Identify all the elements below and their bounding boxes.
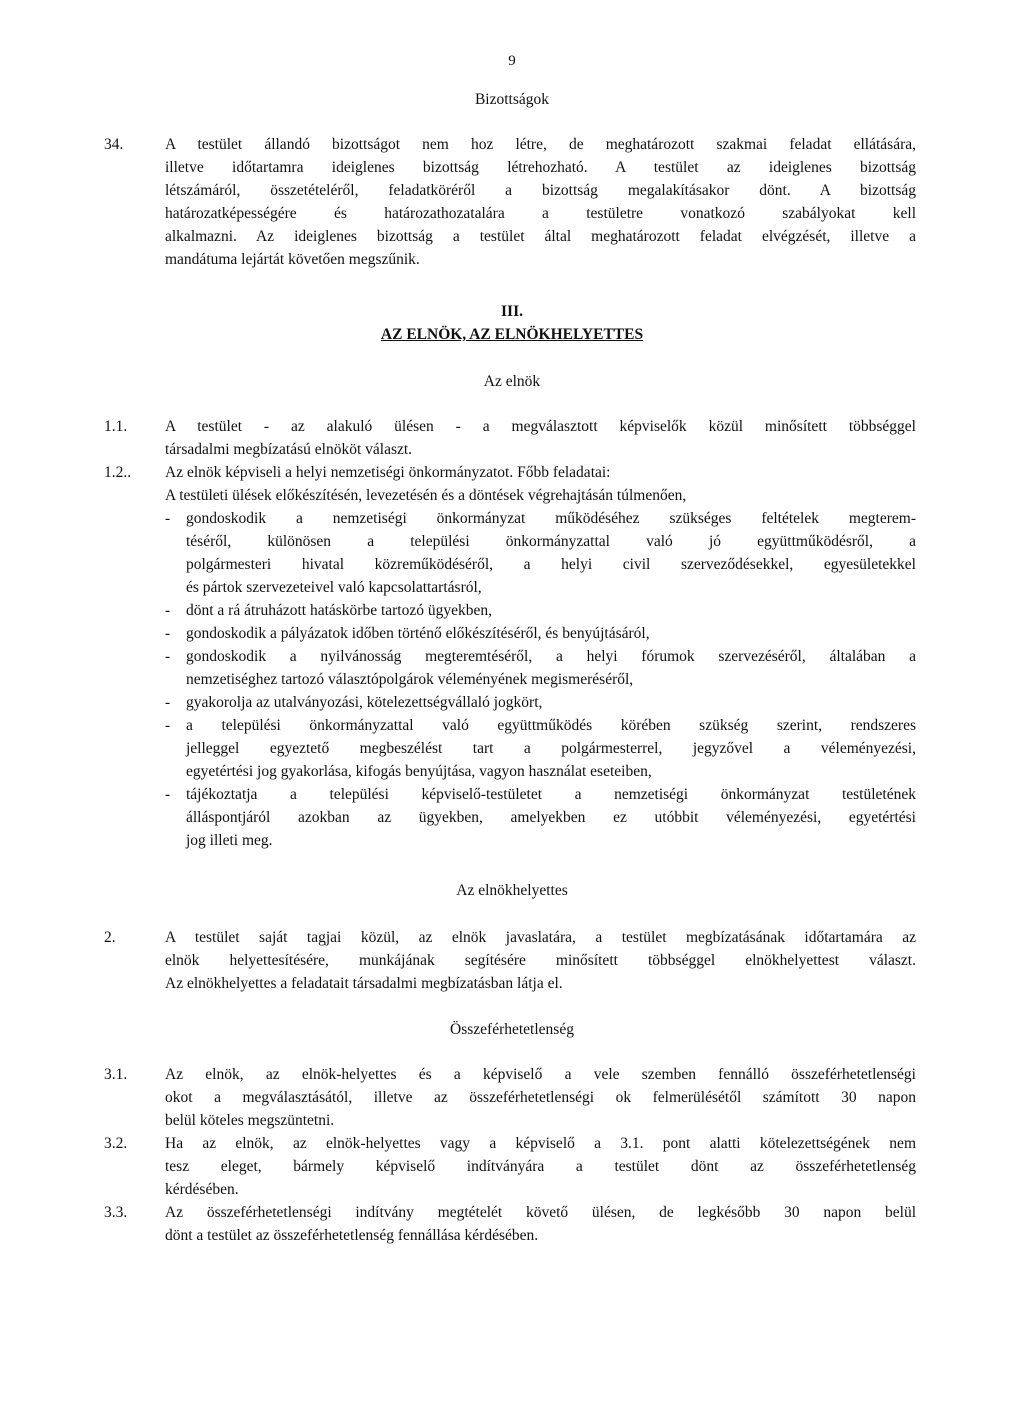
- text-line: elnök helyettesítésére, munkájának segítésére minősített többséggel elnökhelyettest választ.: [165, 952, 916, 969]
- paragraph-number: 2.: [104, 929, 116, 946]
- list-item: [165, 645, 916, 691]
- text-line: A testület saját tagjai közül, az elnök javaslatára, a testület megbízatásának időtartamára az: [165, 929, 916, 946]
- text-line: a települési önkormányzattal való együttműködés körében szükség szerint, rendszeres: [186, 717, 916, 734]
- paragraph-3-2: [104, 1132, 916, 1201]
- text-line: és pártok szervezeteivel való kapcsolattartásról,: [186, 579, 482, 596]
- section-title-elnok: Az elnök: [483, 373, 541, 390]
- text-line: Az összeférhetetlenségi indítvány megtételét követő ülésen, de legkésőbb 30 napon belül: [165, 1204, 916, 1221]
- paragraph-number: 1.2..: [104, 464, 132, 481]
- text-line: egyetértési jog gyakorlása, kifogás benyújtása, vagyon használat eseteiben,: [186, 763, 652, 780]
- paragraph-2: [104, 926, 916, 995]
- text-line: kérdésében.: [165, 1181, 239, 1198]
- text-line: Ha az elnök, az elnök-helyettes vagy a képviselő a 3.1. pont alatti kötelezettségének nem: [165, 1135, 916, 1152]
- paragraph-34: [104, 133, 916, 271]
- text-line: téséről, különösen a települési önkormányzattal való jó együttműködésről, a: [186, 533, 916, 550]
- list-dash: -: [165, 602, 171, 619]
- text-line: jelleggel egyeztető megbeszélést tart a polgármesterrel, jegyzővel a véleményezési,: [186, 740, 916, 757]
- section-title-bizottsagok: Bizottságok: [474, 91, 550, 108]
- text-line: gondoskodik a nemzetiségi önkormányzat működéséhez szükséges feltételek megterem-: [186, 510, 916, 527]
- page-number: 9: [508, 53, 516, 69]
- list-dash: -: [165, 510, 171, 527]
- text-line: tesz eleget, bármely képviselő indítványára a testület dönt az összeférhetetlenség: [165, 1158, 916, 1175]
- paragraph-3-3: [104, 1201, 916, 1247]
- text-line: okot a megválasztásától, illetve az összeférhetetlenségi ok felmerülésétől számított 30 napon: [165, 1089, 916, 1106]
- text-line: álláspontjáról azokban az ügyekben, amelyekben ez utóbbit véleményezési, egyetértési: [186, 809, 916, 826]
- text-line: Az elnök képviseli a helyi nemzetiségi önkormányzatot. Főbb feladatai:: [165, 464, 611, 481]
- paragraph-number: 34.: [104, 136, 124, 153]
- list-item: [165, 622, 916, 645]
- text-line: nemzetiséghez tartozó választópolgárok véleményének megismeréséről,: [186, 671, 634, 688]
- list-item: [165, 599, 916, 622]
- paragraph-3-1: [104, 1063, 916, 1132]
- text-line: társadalmi megbízatású elnököt választ.: [165, 441, 413, 458]
- paragraph-body: [165, 926, 916, 995]
- text-line: Az elnökhelyettes a feladatait társadalmi megbízatásban látja el.: [165, 975, 563, 992]
- text-line: A testület - az alakuló ülésen - a megválasztott képviselők közül minősített többséggel: [165, 418, 916, 435]
- paragraph-body: [165, 133, 916, 271]
- text-line: illetve időtartamra ideiglenes bizottság létrehozható. A testület az ideiglenes bizottság: [165, 159, 916, 176]
- list-dash: -: [165, 648, 171, 665]
- text-line: gondoskodik a pályázatok időben történő előkészítéséről, és benyújtásáról,: [186, 625, 650, 642]
- list-item: [165, 714, 916, 783]
- list-dash: -: [165, 786, 171, 803]
- paragraph-body: [165, 461, 916, 852]
- paragraph-body: [165, 415, 916, 461]
- text-line: dönt a testület az összeférhetetlenség fennállása kérdésében.: [165, 1227, 539, 1244]
- text-line: gyakorolja az utalványozási, kötelezettségvállaló jogkört,: [186, 694, 543, 711]
- text-line: Az elnök, az elnök-helyettes és a képviselő a vele szemben fennálló összeférhetetlenségi: [165, 1066, 916, 1083]
- list-item: [165, 507, 916, 599]
- section-title-elnokhelyettes: Az elnökhelyettes: [456, 882, 568, 899]
- text-line: mandátuma lejártát követően megszűnik.: [165, 251, 420, 268]
- section-title-osszeferhetetlenseg: Összeférhetetlenség: [450, 1021, 574, 1038]
- chapter-title: AZ ELNÖK, AZ ELNÖKHELYETTES: [380, 326, 644, 343]
- paragraph-number: 1.1.: [104, 418, 128, 435]
- paragraph-number: 3.2.: [104, 1135, 128, 1152]
- text-line: határozatképességére és határozathozatalára a testületre vonatkozó szabályokat kell: [165, 205, 916, 222]
- text-line: A testület állandó bizottságot nem hoz létre, de meghatározott szakmai feladat ellátására,: [165, 136, 916, 153]
- chapter-numeral: III.: [501, 303, 523, 320]
- paragraph-body: [165, 1201, 916, 1247]
- paragraph-number: 3.3.: [104, 1204, 128, 1221]
- list-item: [165, 783, 916, 852]
- paragraph-body: [165, 1132, 916, 1201]
- list-dash: -: [165, 717, 171, 734]
- text-line: A testületi ülések előkészítésén, levezetésén és a döntések végrehajtásán túlmenően,: [165, 487, 687, 504]
- paragraph-body: [165, 1063, 916, 1132]
- text-line: alkalmazni. Az ideiglenes bizottság a testület által meghatározott feladat elvégzését, illetve a: [165, 228, 916, 245]
- text-line: tájékoztatja a települési képviselő-testületet a nemzetiségi önkormányzat testületének: [186, 786, 916, 803]
- text-line: jog illeti meg.: [186, 832, 273, 849]
- paragraph-1-2: [104, 461, 916, 852]
- list-dash: -: [165, 625, 171, 642]
- list-dash: -: [165, 694, 171, 711]
- text-line: gondoskodik a nyilvánosság megteremtéséről, a helyi fórumok szervezéséről, általában a: [186, 648, 916, 665]
- text-line: polgármesteri hivatal közreműködéséről, a helyi civil szerveződésekkel, egyesületekkel: [186, 556, 916, 573]
- paragraph-1-1: [104, 415, 916, 461]
- list-item: [165, 691, 916, 714]
- paragraph-number: 3.1.: [104, 1066, 128, 1083]
- text-line: dönt a rá átruházott hatáskörbe tartozó ügyekben,: [186, 602, 493, 619]
- text-line: belül köteles megszüntetni.: [165, 1112, 335, 1129]
- text-line: létszámáról, összetételéről, feladatköréről a bizottság megalakításakor dönt. A bizottság: [165, 182, 916, 199]
